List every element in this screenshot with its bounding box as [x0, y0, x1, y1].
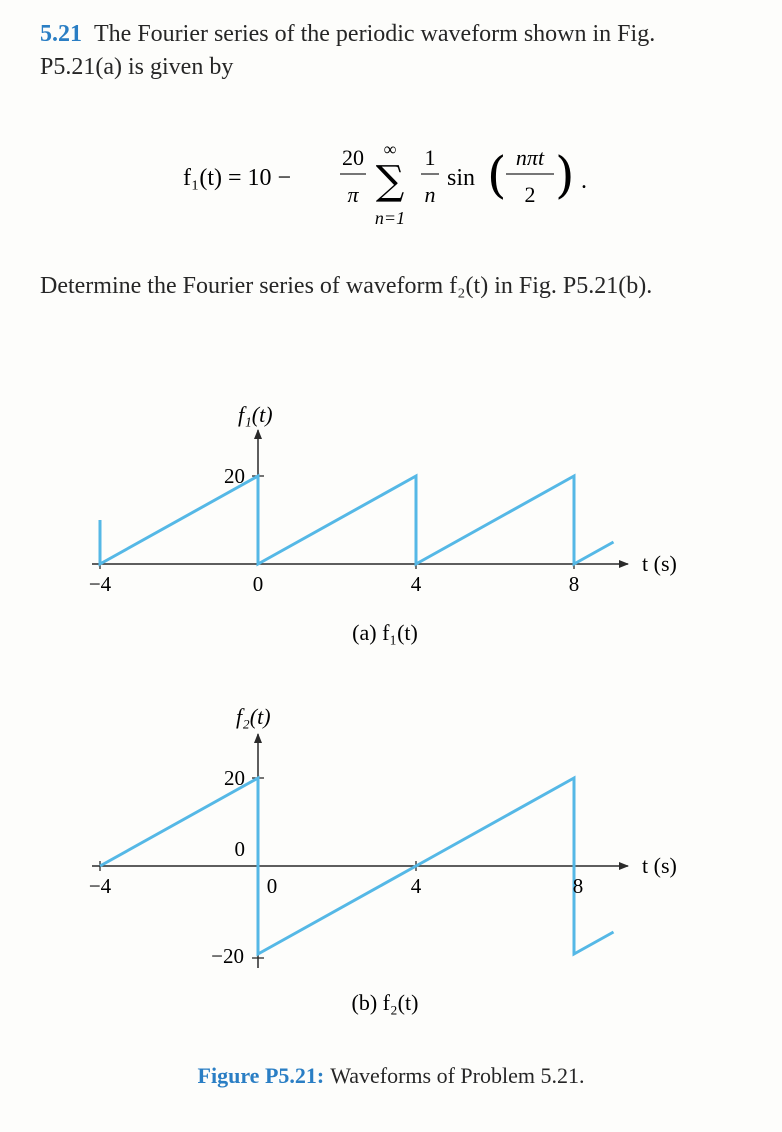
equation-sum-upper: ∞	[383, 140, 397, 159]
x-tick-label: −4	[88, 874, 112, 898]
x-tick-label: −4	[88, 572, 112, 596]
figure-b-y-tick-zero: 0	[234, 837, 245, 861]
figure-b-y-tick-top: 20	[224, 766, 245, 790]
figure-a-caption: (a) f₁(t)	[352, 620, 418, 645]
figure-caption-label: Figure P5.21:	[197, 1063, 325, 1088]
x-tick-label: 8	[568, 572, 580, 596]
figure-a	[89, 402, 677, 645]
equation-close-paren: )	[555, 146, 575, 204]
equation-frac-den: n	[424, 182, 436, 207]
figure-a-x-tick-labels	[89, 572, 579, 596]
figure-b-caption: (b) f₂(t)	[351, 990, 419, 1015]
equation-coef-num: 20	[342, 145, 364, 170]
summation-symbol: ∑	[375, 158, 405, 204]
equation-arg-den: 2	[524, 182, 536, 207]
figure-a-y-label: f₁(t)	[238, 402, 273, 427]
equation-sum-lower: n=1	[374, 208, 406, 228]
x-tick-label: 0	[252, 572, 264, 596]
x-tick-label: 4	[410, 874, 422, 898]
figure-a-x-label: t (s)	[642, 551, 677, 576]
figure-b-x-label: t (s)	[642, 853, 677, 878]
equation-coef-den: π	[347, 182, 359, 207]
equation-func: sin	[447, 165, 476, 191]
equation-open-paren: (	[487, 146, 507, 204]
figure-b-x-tick-labels	[89, 874, 583, 898]
equation-end: .	[581, 168, 587, 194]
equation-lhs: f₁(t) = 10 −	[183, 165, 292, 191]
equation-arg-num: nπt	[515, 145, 545, 170]
figure-caption-text: Waveforms of Problem 5.21.	[330, 1063, 585, 1088]
figure-caption	[0, 1063, 782, 1089]
figure-a-waveform	[100, 476, 614, 564]
figure-b-y-tick-bottom: −20	[211, 944, 244, 968]
x-tick-label: 0	[266, 874, 278, 898]
problem-statement-text: The Fourier series of the periodic waveform shown in Fig. P5.21(a) is given by	[40, 21, 656, 80]
figure-b-y-label: f₂(t)	[236, 704, 271, 729]
figure-b	[89, 704, 677, 1015]
equation-frac-num: 1	[424, 145, 436, 170]
x-tick-label: 8	[572, 874, 584, 898]
problem-number: 5.21	[40, 21, 82, 47]
figure-a-y-tick: 20	[224, 464, 245, 488]
x-tick-label: 4	[410, 572, 422, 596]
problem-task: Determine the Fourier series of waveform f₂(t) in Fig. P5.21(b).	[40, 273, 653, 299]
